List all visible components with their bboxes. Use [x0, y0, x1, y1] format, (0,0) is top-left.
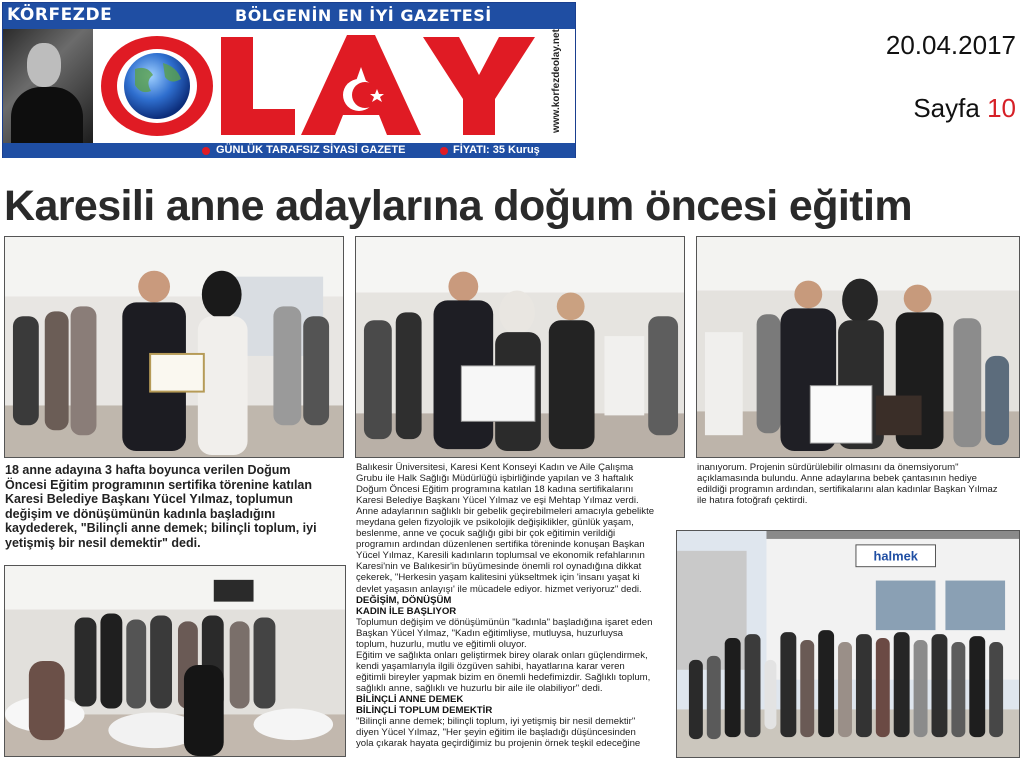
body-line: Grubu ile Halk Sağlığı Müdürlüğü işbirliğinde yapılan ve 3 haftalık	[356, 473, 634, 485]
globe-icon	[124, 53, 190, 119]
subheading-line: KADIN İLE BAŞLIYOR	[356, 605, 457, 617]
lead-line: 18 anne adayına 3 hafta boyunca verilen Doğum	[5, 463, 291, 477]
body-line: Karesi'nin ve Balıkesir'in büyümesinde önemli rol oynadığına dikkat	[356, 561, 642, 573]
subheading-line: BİLİNÇLİ ANNE DEMEK	[356, 693, 464, 705]
body-line: devlet yaşasın anlayışı' ile mücadele ediyor. hizmet veriyoruz" dedi.	[356, 583, 642, 595]
body-line: kendi yaşamlarıyla ilgili özgüven sahibi, hayatlarına karar veren	[356, 660, 625, 672]
body-line: Anne adaylarının sağlıklı bir gebelik geçirebilmeleri amacıyla gebelikte	[356, 506, 655, 518]
body-line: toplum, huzurlu, mutlu ve eğitimli oluyor.	[356, 638, 527, 650]
masthead-slogan: BÖLGENİN EN İYİ GAZETESİ	[235, 6, 492, 25]
body-line: meydana gelen fizyolojik ve psikolojik değişiklikler, günlük yaşam,	[356, 517, 634, 529]
article-column-2	[356, 462, 686, 749]
masthead-bottom-bar	[3, 143, 575, 158]
body-line: programın ardından düzenlenen sertifika töreninde konuşan Başkan	[356, 539, 645, 551]
lead-line: yetişmiş bir nesil demektir" dedi.	[5, 535, 201, 550]
masthead-local-name: KÖRFEZDE	[7, 5, 113, 25]
lead-line: kaydederek, "Bilinçli anne demek; bilinçli toplum, iyi	[5, 521, 317, 536]
lead-line: değişim ve dönüşümünün kadınla başladığını	[5, 506, 276, 521]
body-line: Başkan Yücel Yılmaz, "Kadın eğitimliyse, mutluysa, huzurluysa	[356, 627, 624, 639]
article-headline: Karesili anne adaylarına doğum öncesi eğitim	[4, 182, 912, 230]
body-line: Karesi Belediye Başkanı Yücel Yılmaz ve eşi Mehtap Yılmaz verdi.	[356, 495, 639, 507]
halmek-sign: halmek	[873, 548, 918, 564]
photo-gift-bag	[355, 236, 685, 458]
body-line: inanıyorum. Projenin sürdürülebilir olmasını da önemsiyorum"	[697, 462, 959, 473]
body-line: Yücel Yılmaz, Karesili kadınların toplumsal ve ekonomik refahlarının	[356, 550, 645, 562]
masthead-tagline: GÜNLÜK TARAFSIZ SİYASİ GAZETE	[216, 144, 406, 156]
body-line: ile hatıra fotoğrafı çektirdi.	[697, 495, 808, 507]
body-line: Doğum Öncesi Eğitim programına katılan 18 kadına sertifikalarını	[356, 484, 634, 496]
lead-line: Öncesi Eğitim programının sertifika törenine katılan	[5, 477, 313, 492]
article-lead	[5, 463, 347, 551]
body-line: Eğitim ve sağlıkta onları geliştirmek birey olarak onları güçlendirmek,	[356, 649, 648, 661]
photo-certificate-ceremony	[4, 236, 344, 458]
newspaper-masthead	[2, 2, 576, 158]
body-line: eğitimli bireyler yapmak bizim en önemli hedefimizdir. Sağlıklı toplum,	[356, 671, 651, 683]
photo-group-outdoors	[676, 530, 1020, 758]
masthead-top-bar	[3, 3, 575, 29]
photo-group-with-bag	[696, 236, 1020, 458]
lead-line: Karesi Belediye Başkanı Yücel Yılmaz, toplumun	[5, 492, 293, 507]
body-line: çekerek, "Herkesin yaşam kalitesini yükseltmek için 'insanı yaşat ki	[356, 572, 640, 584]
body-line: Toplumun değişim ve dönüşümünün "kadınla" başladığına işaret eden	[356, 616, 653, 628]
olay-logo	[95, 29, 565, 143]
body-line: Balıkesir Üniversitesi, Karesi Kent Konseyi Kadın ve Aile Çalışma	[356, 462, 634, 473]
body-line: yola çıkarak hayata geçirdiğimiz bu projenin örnek teşkil edeceğine	[356, 738, 641, 750]
issue-date: 20.04.2017	[885, 30, 1016, 60]
body-line: "Bilinçli anne demek; bilinçli toplum, iyi yetişmiş bir nesil demektir"	[356, 716, 636, 728]
page-label: Sayfa	[913, 93, 980, 123]
masthead-url: www.korfezdeolay.net	[551, 29, 562, 133]
photo-event-hall	[4, 565, 346, 757]
body-line: beslenme, anne ve çocuk sağlığı gibi bir çok eğitimin verildiği	[356, 528, 616, 540]
subheading-line: DEĞİŞİM, DÖNÜŞÜM	[356, 594, 452, 606]
ataturk-portrait-icon	[3, 29, 93, 143]
masthead-price: FİYATI: 35 Kuruş	[453, 144, 540, 156]
page-number: 10	[987, 93, 1016, 123]
page-indicator	[913, 93, 1016, 124]
bullet-icon	[202, 147, 210, 155]
article-column-3	[697, 462, 1021, 506]
body-line: edildiği programın ardından, sertifikalarını alan kadınlar Başkan Yılmaz	[697, 484, 998, 496]
subheading-line: BİLİNÇLİ TOPLUM DEMEKTİR	[356, 705, 493, 717]
body-line: sağlıklı anne, sağlıklı ve huzurlu bir aile ile olabiliyor" dedi.	[356, 682, 603, 694]
body-line: diyen Yücel Yılmaz, "Her şeyin eğitim ile başladığı düşüncesinden	[356, 727, 636, 739]
body-line: açıklamasında bulundu. Anne adaylarına bebek çantasının hediye	[697, 473, 978, 485]
bullet-icon	[440, 147, 448, 155]
